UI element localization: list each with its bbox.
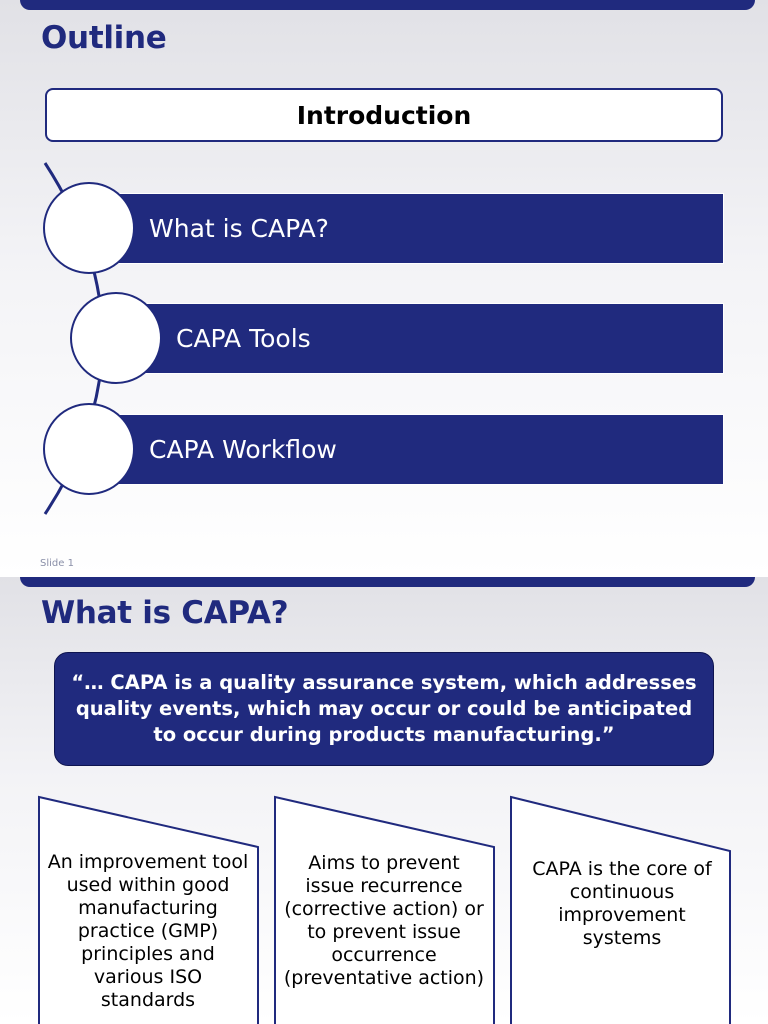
- outline-bullet-circle: [43, 403, 135, 495]
- definition-quote-box: “… CAPA is a quality assurance system, which addresses quality events, which may occur or could be anticipated to occur during products manufacturing.”: [54, 652, 714, 766]
- outline-item-capa-workflow: [90, 414, 724, 485]
- card-text-improvement-tool: An improvement tool used within good manufacturing practice (GMP) principles and various ISO standards: [47, 850, 249, 1011]
- card-text-core-improvement: CAPA is the core of continuous improvement systems: [532, 858, 712, 949]
- slide-what-is-capa: [0, 577, 768, 1024]
- outline-item-capa-tools: [90, 303, 724, 374]
- outline-bullet-circle: [70, 292, 162, 384]
- outline-item-what-is-capa: [90, 193, 724, 264]
- outline-bullet-circle: [43, 182, 135, 274]
- outline-item-label: CAPA Workflow: [149, 435, 337, 464]
- card-text-prevent-issue: Aims to prevent issue recurrence (corrective action) or to prevent issue occurrence (preventative action): [283, 852, 485, 989]
- outline-item-label: What is CAPA?: [149, 214, 329, 243]
- introduction-box: Introduction: [45, 88, 723, 142]
- slide-title: What is CAPA?: [41, 595, 289, 631]
- slide-title: Outline: [41, 20, 167, 56]
- slide-number: Slide 1: [40, 558, 74, 569]
- outline-item-label: CAPA Tools: [176, 324, 311, 353]
